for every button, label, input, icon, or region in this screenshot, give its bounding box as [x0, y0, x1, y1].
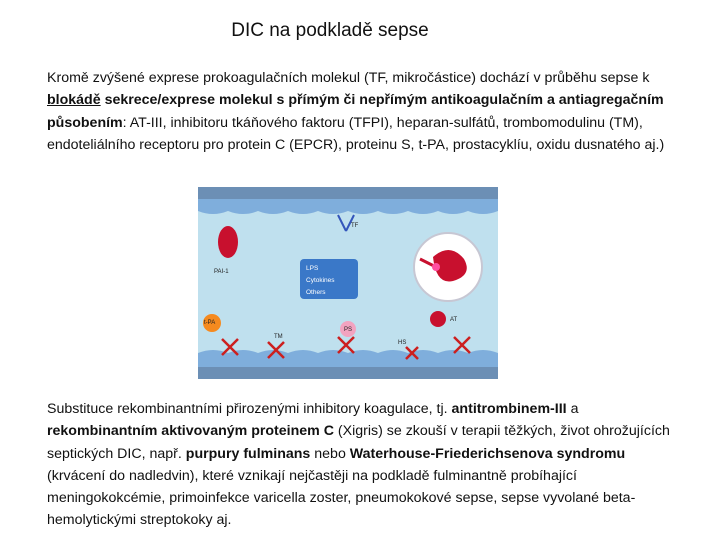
therapy-paragraph	[47, 398, 687, 532]
lps-label-2: Cytokines	[306, 277, 335, 284]
therapy-text-9: (krvácení do nadledvin), které vznikají nejčastěji na podkladě fulminantně probíhající meningokokcémie, primoinfekce varicella zoster, pneumokokové sepse, sepse vyvolané beta-hemolytickými streptokoky aj.	[47, 467, 636, 529]
therapy-text-7: nebo	[310, 445, 350, 462]
lps-label-3: Others	[306, 289, 326, 296]
label-tm: TM	[274, 334, 283, 340]
therapy-text-3: a	[566, 401, 579, 417]
intro-paragraph	[47, 67, 687, 156]
intro-text-1: Kromě zvýšené exprese prokoagulačních molekul (TF, mikročástice) dochází v průběhu sepse k	[47, 70, 650, 86]
therapy-text-1: Substituce rekombinantními přirozenými inhibitory koagulace, tj.	[47, 401, 452, 417]
therapy-text-apc: rekombinantním aktivovaným proteinem C	[47, 423, 334, 440]
pink-dot	[432, 263, 440, 271]
intro-text-5: : AT-III, inhibitoru tkáňového faktoru (TFPI), heparan-sulfátů, trombomodulinu (TM), endoteliálního receptoru pro protein C (EPCR), proteinu S, t-PA, prostacyklíu, oxidu dusnatého aj.)	[47, 114, 665, 153]
label-tpa: t-PA	[204, 320, 216, 326]
label-at: AT	[450, 317, 458, 323]
at-molecule	[430, 311, 446, 327]
therapy-text-purpura: purpury fulminans	[185, 445, 311, 462]
lps-label-1: LPS	[306, 265, 319, 272]
page-title: DIC na podkladě sepse	[231, 20, 429, 41]
sepsis-diagram	[198, 187, 498, 379]
label-pai: PAI-1	[214, 269, 229, 275]
label-ps: PS	[344, 327, 353, 333]
intro-text-4: antikoagulačním a antiagregačním působením	[47, 92, 664, 131]
vessel-wall-top	[198, 187, 498, 199]
intro-text-3: sekrece/exprese molekul s přímým či nepřímým	[100, 92, 432, 109]
therapy-text-5: (Xigris) se zkouší v terapii těžkých, život ohrožujících septických DIC, např.	[47, 423, 670, 462]
therapy-text-at: antitrombinem-III	[451, 401, 567, 417]
intro-text-blokade: blokádě	[47, 92, 101, 109]
activated-cell	[414, 233, 482, 301]
label-hs: HS	[398, 340, 407, 346]
lps-box	[300, 259, 358, 299]
label-tf: TF	[351, 223, 359, 229]
red-cell-left	[218, 226, 238, 258]
therapy-text-wfs: Waterhouse-Friederichsenova syndromu	[349, 445, 626, 462]
vessel-wall-bottom	[198, 367, 498, 379]
